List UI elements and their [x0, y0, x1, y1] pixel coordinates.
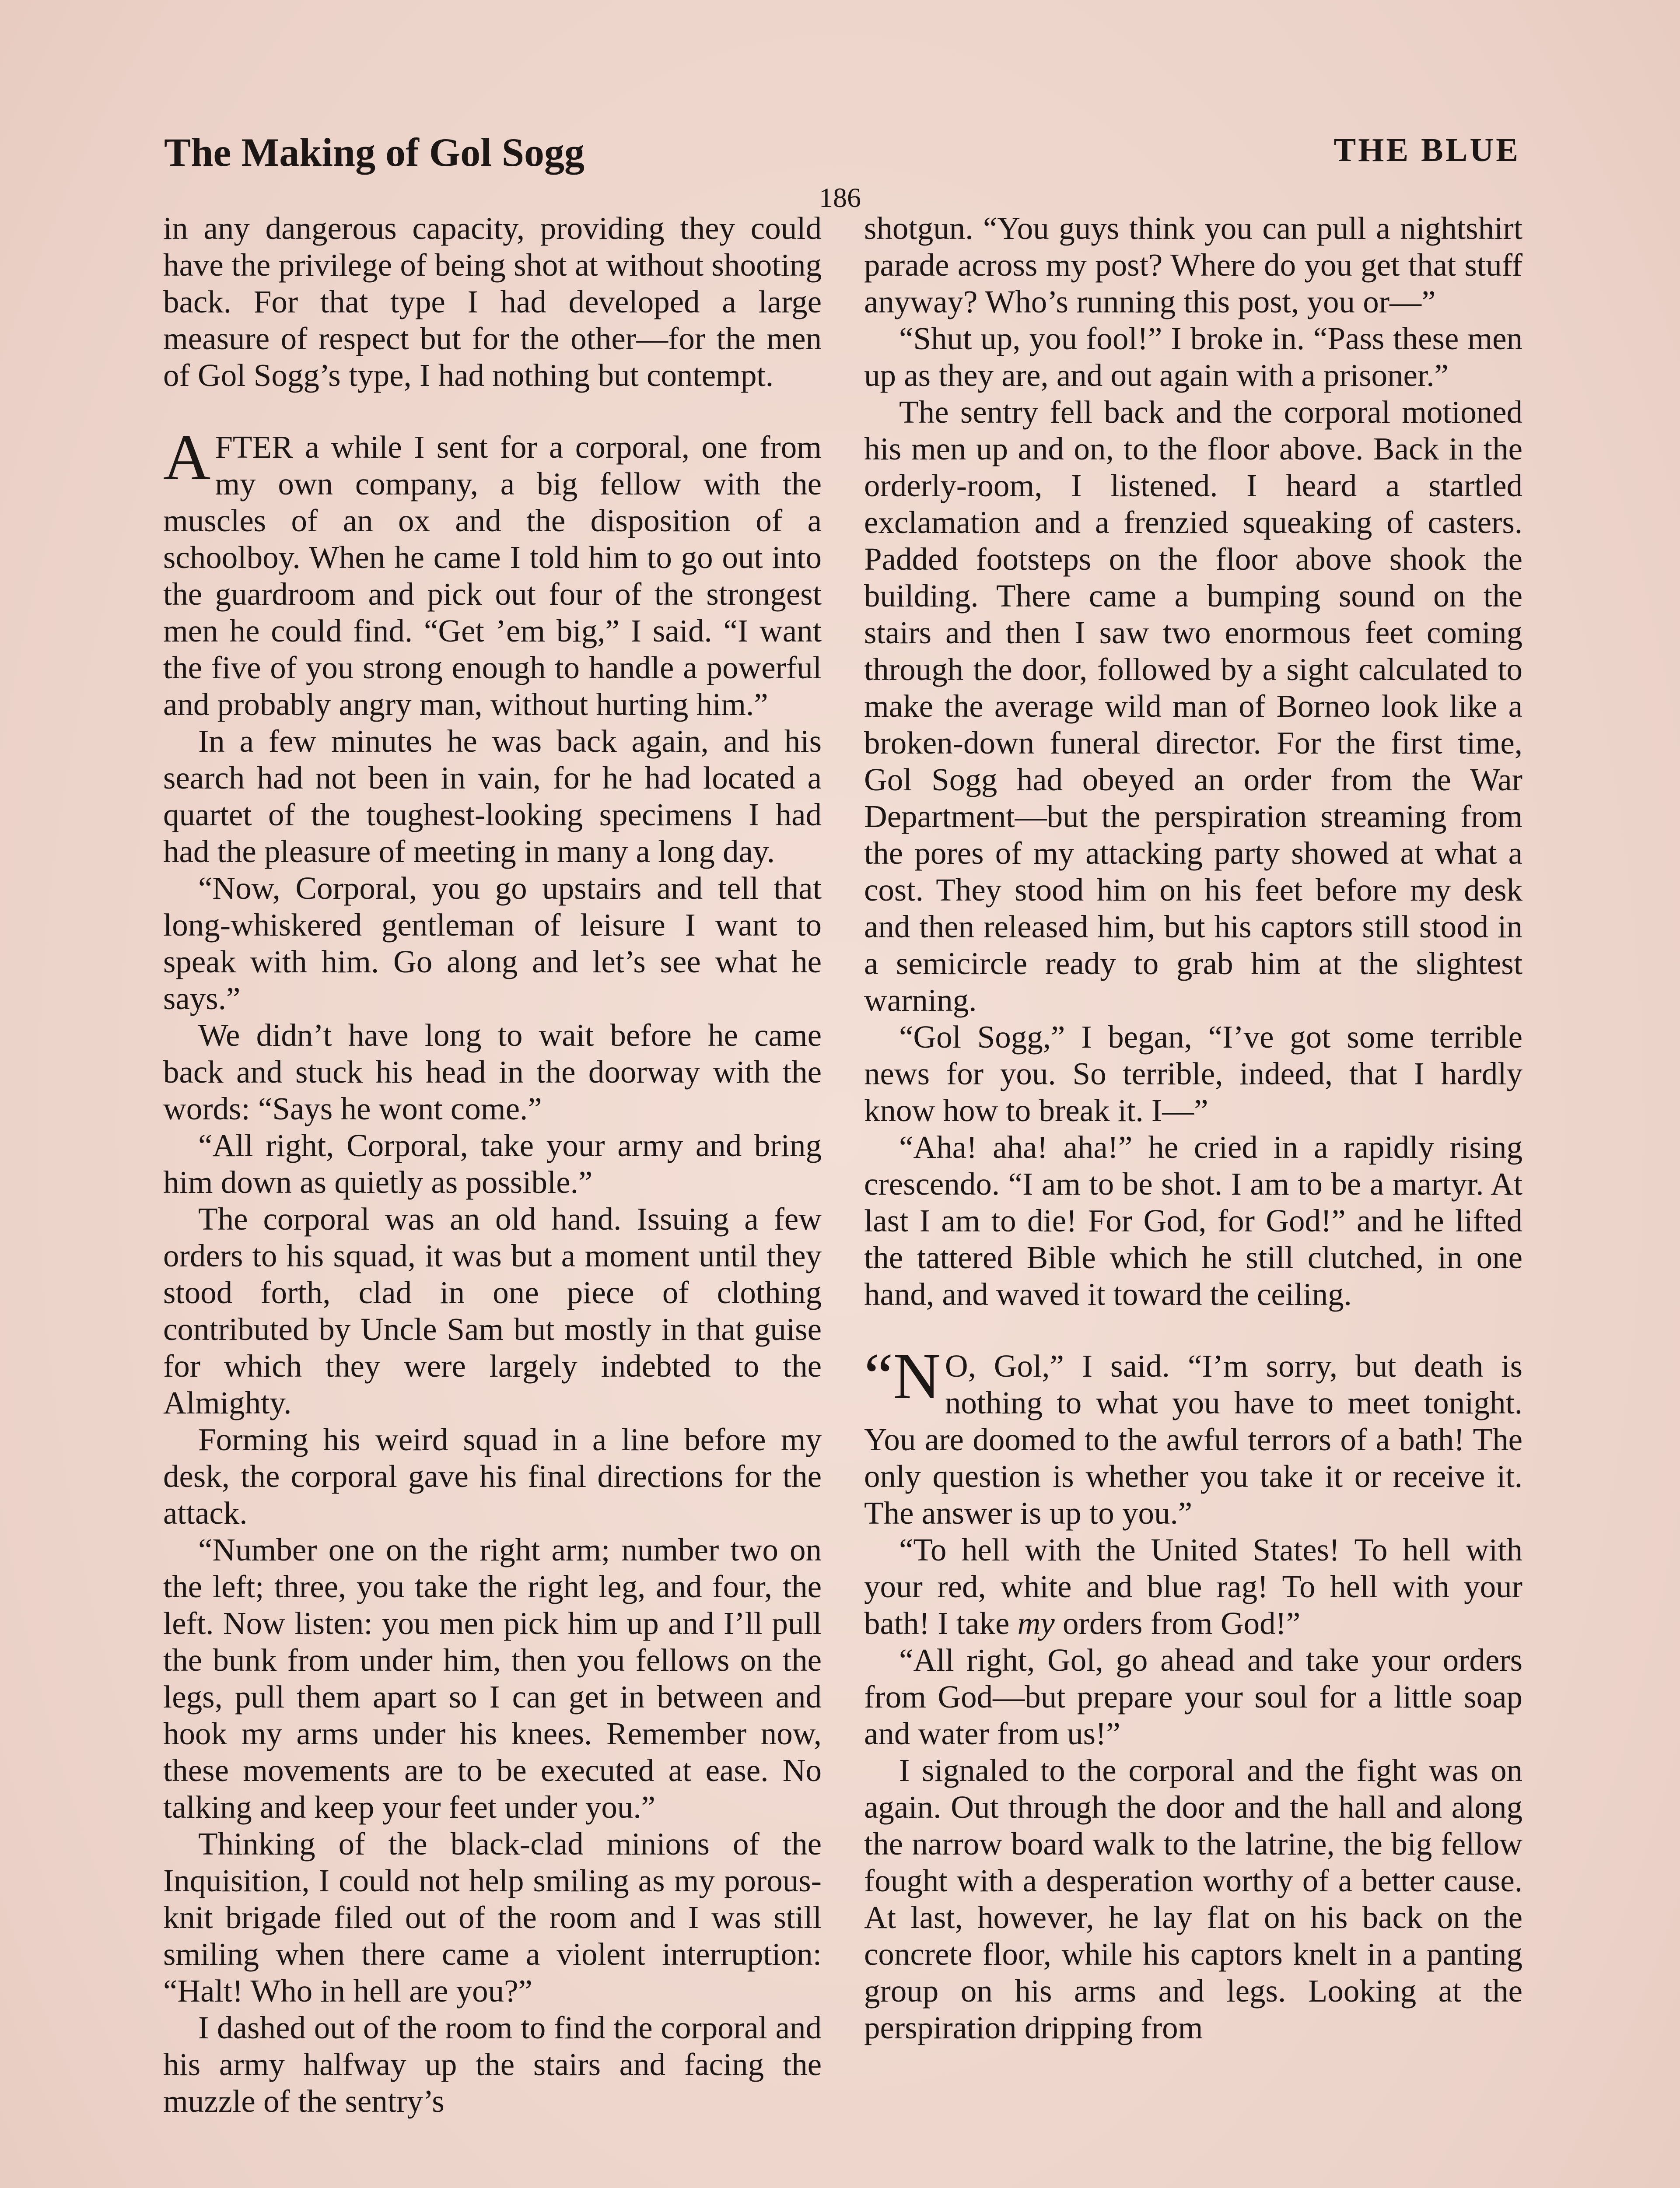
paragraph: In a few minutes he was back again, and his search had not been in vain, for he had located a quartet of the toughest-looking specimens I had had the pleasure of meeting in many a long day. [163, 723, 822, 869]
left-column [163, 210, 822, 2188]
section-start-paragraph [163, 421, 822, 723]
paragraph: “Number one on the right arm; number two on the left; three, you take the right leg, and four, the left. Now listen: you men pick him up and I’ll pull the bunk from under him, then you fellows on the legs, pull them apart so I can get in between and hook my arms under his knees. Remember now, these movements are to be executed at ease. No talking and keep your feet under you.” [163, 1532, 822, 1825]
page-number: 186 [819, 182, 861, 213]
section-start-paragraph [864, 1340, 1522, 1532]
drop-cap: A [163, 421, 211, 494]
paragraph-text: O, Gol,” I said. “I’m sorry, but death is nothing to what you have to meet tonight. You are doomed to the awful terrors of a bath! The only question is whether you take it or receive it. The answer is up to you.” [864, 1348, 1522, 1531]
paragraph: Thinking of the black-clad minions of the Inquisition, I could not help smiling as my porous-knit brigade filed out of the room and I was still smiling when there came a violent interruption: “Halt! Who in hell are you?” [163, 1826, 822, 2009]
right-column [864, 210, 1522, 2188]
paragraph: “All right, Corporal, take your army and bring him down as quietly as possible.” [163, 1128, 822, 1200]
paragraph: The sentry fell back and the corporal motioned his men up and on, to the floor above. Back in the orderly-room, I listened. I heard a startled exclamation and a frenzied squeaking of casters. Padded footsteps on the floor above shook the building. There came a bumping sound on the stairs and then I saw two enormous feet coming through the door, followed by a sight calculated to make the average wild man of Borneo look like a broken-down funeral director. For the first time, Gol Sogg had obeyed an order from the War Department—but the perspiration streaming from the pores of my attacking party showed at what a cost. They stood him on his feet before my desk and then released him, but his captors still stood in a semicircle ready to grab him at the slightest warning. [864, 394, 1522, 1018]
paragraph: Forming his weird squad in a line before my desk, the corporal gave his final directions for the attack. [163, 1422, 822, 1531]
paragraph: I signaled to the corporal and the fight was on again. Out through the door and the hall and along the narrow board walk to the latrine, the big fellow fought with a desperation worthy of a better cause. At last, however, he lay flat on his back on the concrete floor, while his captors knelt in a panting group on his arms and legs. Looking at the perspiration dripping from [864, 1753, 1522, 2045]
paragraph: in any dangerous capacity, providing they could have the privilege of being shot at without shooting back. For that type I had developed a large measure of respect but for the other—for the men of Gol Sogg’s type, I had nothing but contempt. [163, 210, 822, 393]
paragraph: “Gol Sogg,” I began, “I’ve got some terrible news for you. So terrible, indeed, that I hardly know how to break it. I—” [864, 1019, 1522, 1128]
emphasis-text: my [1017, 1606, 1055, 1641]
paragraph: The corporal was an old hand. Issuing a few orders to his squad, it was but a moment until they stood forth, clad in one piece of clothing contributed by Uncle Sam but mostly in that guise for which they were largely indebted to the Almighty. [163, 1201, 822, 1420]
paragraph: “Shut up, you fool!” I broke in. “Pass these men up as they are, and out again with a prisoner.” [864, 321, 1522, 393]
story-title: The Making of Gol Sogg [164, 130, 585, 175]
drop-cap: “N [864, 1340, 941, 1413]
paragraph: “All right, Gol, go ahead and take your orders from God—but prepare your soul for a little soap and water from us!” [864, 1642, 1522, 1751]
paragraph: We didn’t have long to wait before he came back and stuck his head in the doorway with the words: “Says he wont come.” [163, 1017, 822, 1126]
paragraph [864, 1532, 1522, 1642]
magazine-name: THE BLUE [1334, 132, 1520, 168]
paragraph-text: orders from God!” [1054, 1606, 1301, 1641]
paragraph: “Aha! aha! aha!” he cried in a rapidly rising crescendo. “I am to be shot. I am to be a martyr. At last I am to die! For God, for God!” and he lifted the tattered Bible which he still clutched, in one hand, and waved it toward the ceiling. [864, 1129, 1522, 1312]
paragraph: I dashed out of the room to find the corporal and his army halfway up the stairs and facing the muzzle of the sentry’s [163, 2010, 822, 2119]
paragraph-text: FTER a while I sent for a corporal, one from my own company, a big fellow with the muscles of an ox and the disposition of a schoolboy. When he came I told him to go out into the guardroom and pick out four of the strongest men he could find. “Get ’em big,” I said. “I want the five of you strong enough to handle a powerful and probably angry man, without hurting him.” [163, 429, 822, 722]
paragraph: shotgun. “You guys think you can pull a nightshirt parade across my post? Where do you get that stuff anyway? Who’s running this post, you or—” [864, 210, 1522, 319]
paragraph: “Now, Corporal, you go upstairs and tell that long-whiskered gentleman of leisure I want to speak with him. Go along and let’s see what he says.” [163, 870, 822, 1016]
paragraph-text: “To hell with the United States! To hell with your red, white and blue rag! To hell with your bath! I take [864, 1532, 1522, 1641]
